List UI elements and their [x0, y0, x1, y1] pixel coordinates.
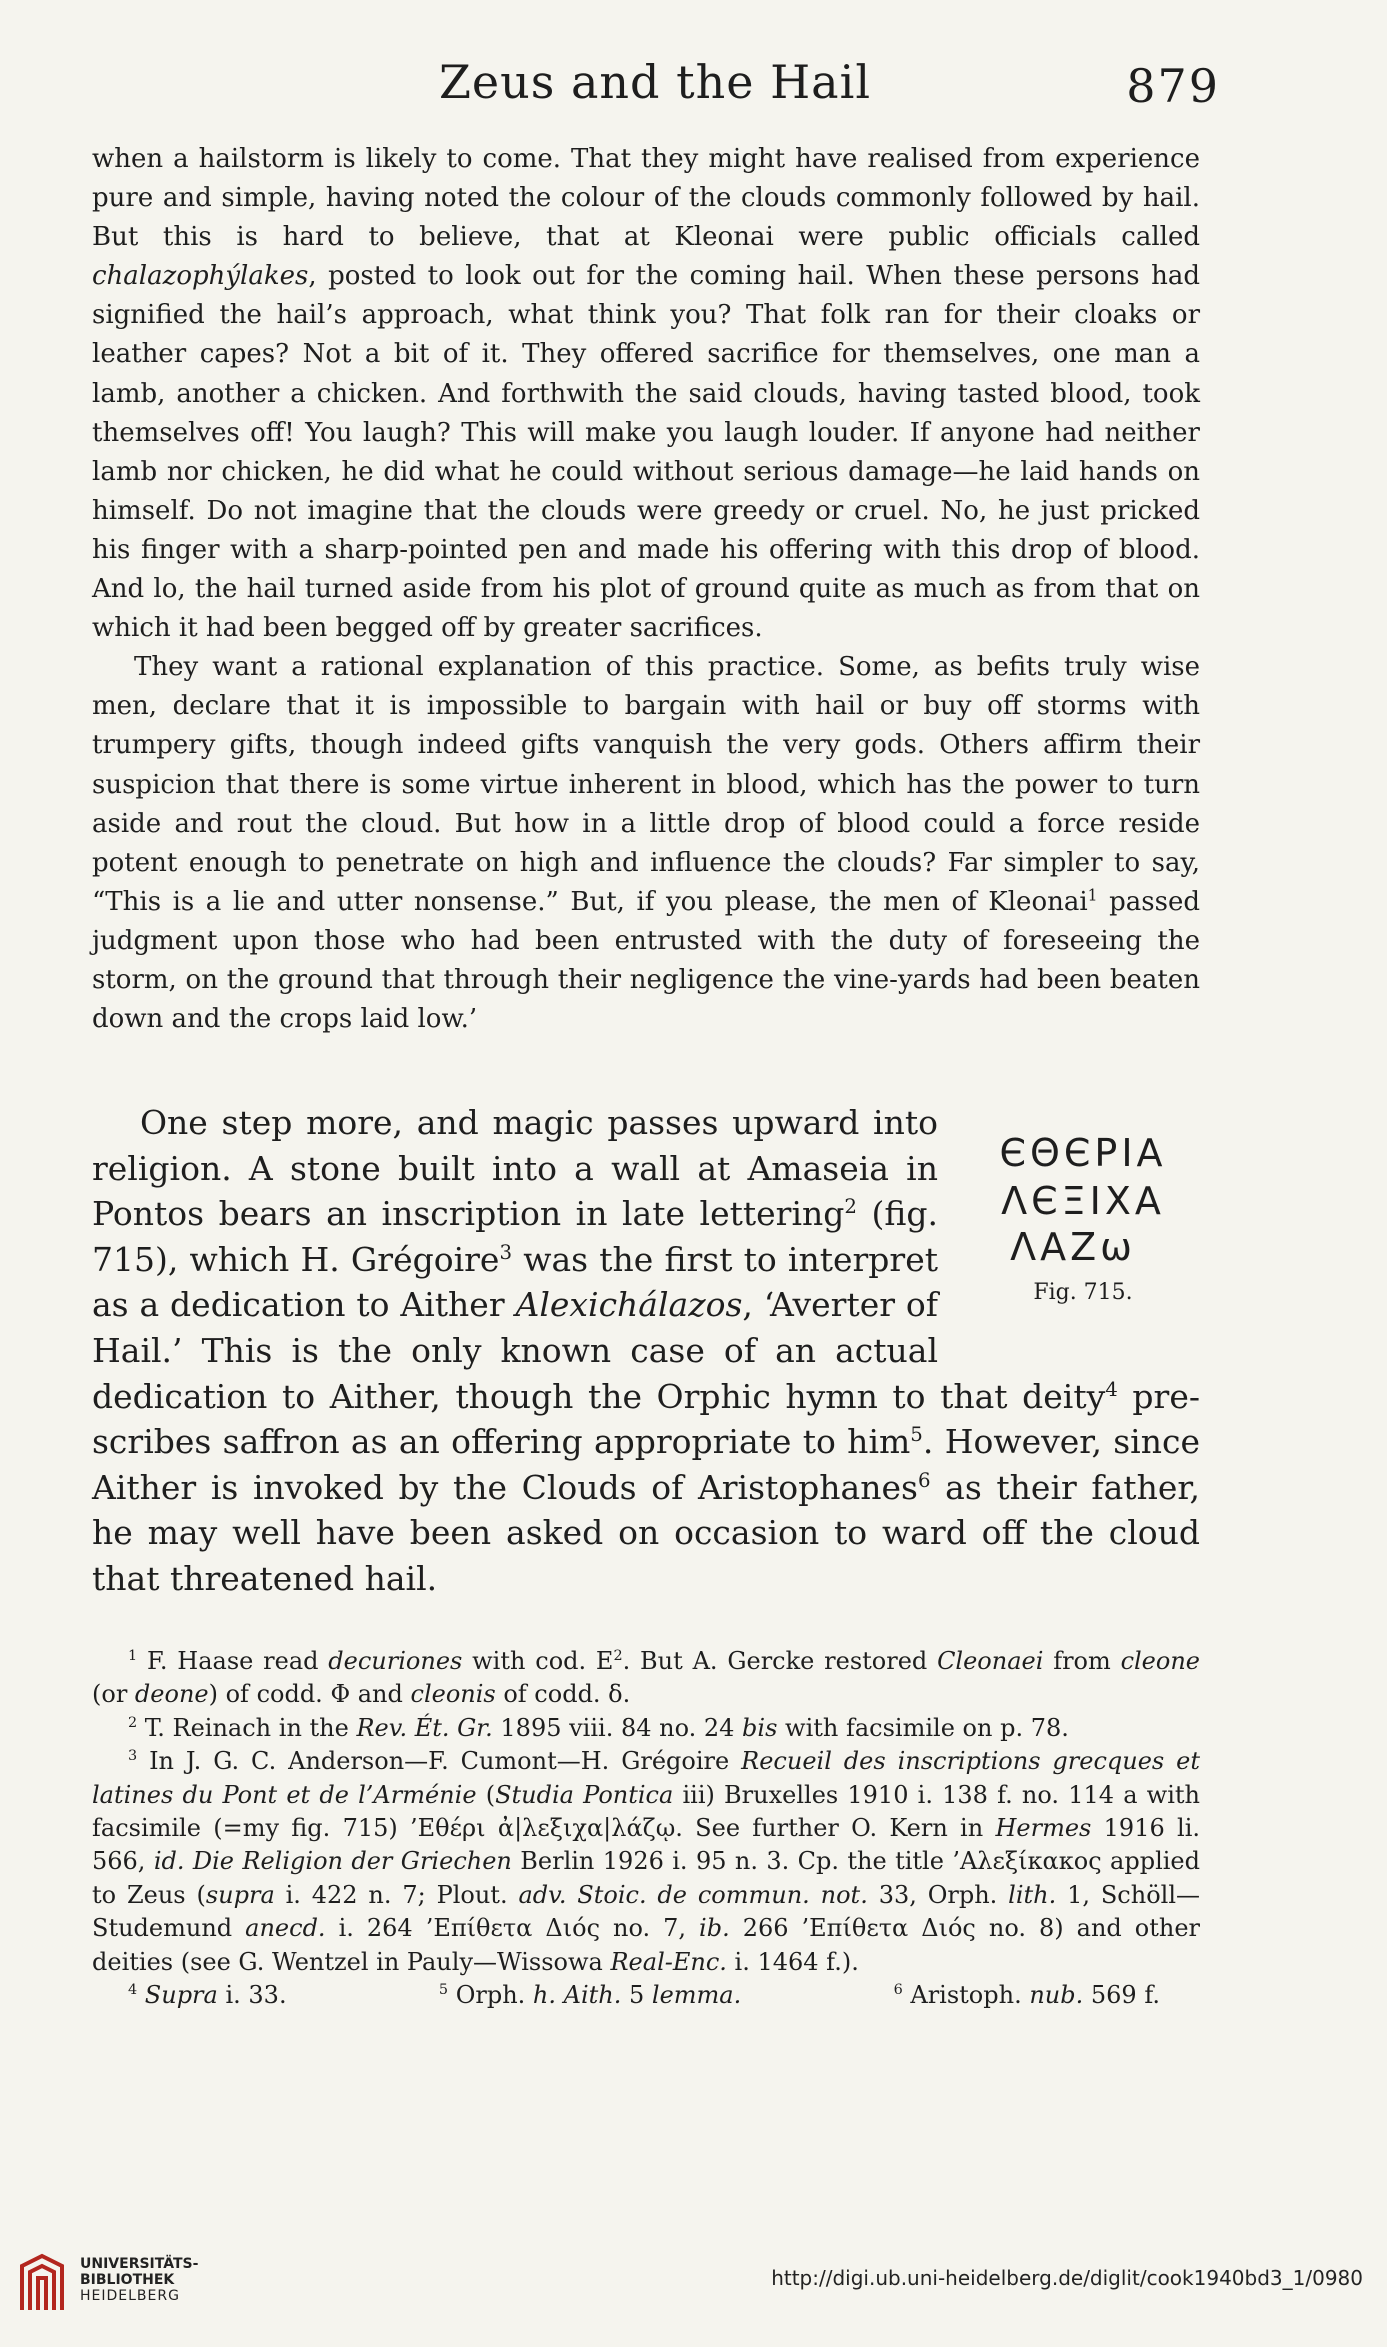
footnotes [92, 1645, 1200, 2012]
main-paragraph-text: One step more, and magic passes upward into religion. A stone built into a wall at Amaseia in Pontos bears an inscription in late lettering$^2$ (fig. 715), which H. Grégoire$^3$ was the first to interpret as a dedication to Aither Alexichálazos, ‘Averter of Hail.’ This is the only known case of an actual dedication to Aither, though the Orphic hymn to that deity$^4$ pre-scribes saffron as an offering appropriate to him$^5$. However, since Aither is invoked by the Clouds of Aristophanes$^6$ as their father, he may well have been asked on occasion to ward off the cloud that threatened hail. [92, 1103, 1200, 1598]
footnote-1: $^1$ F. Haase read decuriones with cod. $E^2$. But A. Gercke restored Cleonaei from cleone (or deone) of codd. Φ and cleonis of codd. δ. [92, 1647, 1200, 1709]
footnote-3: $^3$ In J. G. C. Anderson—F. Cumont—H. Grégoire Recueil des inscriptions grecques et latines du Pont et de l’Arménie (Studia Pontica iii) Bruxelles 1910 i. 138 f. no. 114 a with facsimile (=my fig. 715) ’Εθέρι ἀ|λεξιχα|λάζῳ. See further O. Kern in Hermes 1916 li. 566, id. Die Religion der Griechen Berlin 1926 i. 95 n. 3. Cp. the title ’Αλεξίκακος applied to Zeus (supra i. 422 n. 7; Plout. adv. Stoic. de commun. not. 33, Orph. lith. 1, Schöll—Studemund anecd. i. 264 ’Επίθετα Διός no. 7, ib. 266 ’Επίθετα Διός no. 8) and other deities (see G. Wentzel in Pauly—Wissowa Real-Enc. i. 1464 f.). [92, 1747, 1201, 1976]
footnote-ref-2[interactable]: 2 [844, 1195, 857, 1219]
block-quotation [92, 140, 1200, 1039]
footnote-4: $^4$ Supra i. 33. [128, 1981, 287, 2010]
library-name: UNIVERSITÄTS- BIBLIOTHEK HEIDELBERG [80, 2256, 199, 2304]
inscription-facsimile [958, 1118, 1208, 1278]
inscription-line-1: ЄΘЄΡΙΑ [999, 1131, 1167, 1175]
library-logo-icon [14, 2252, 70, 2314]
quote-paragraph-1: when a hailstorm is likely to come. That they might have realised from experience pure and simple, having noted the colour of the clouds commonly followed by hail. But this is hard to believe, that at Kleonai were public officials called chalazophýlakes, posted to look out for the coming hail. When these persons had signified the hail’s approach, what think you? That folk ran for their cloaks or leather capes? Not a bit of it. They offered sacrifice for themselves, one man a lamb, another a chicken. And forthwith the said clouds, having tasted blood, took themselves off! You laugh? This will make you laugh louder. If anyone had neither lamb nor chicken, he did what he could without serious damage—he laid hands on himself. Do not imagine that the clouds were greedy or cruel. No, he just pricked his finger with a sharp-pointed pen and made his offering with this drop of blood. And lo, the hail turned aside from his plot of ground quite as much as from that on which it had been begged off by greater sacrifices. [92, 144, 1200, 644]
footnote-6: $^6$ Aristoph. nub. 569 f. [893, 1981, 1160, 2010]
epithet-alexichalazos: Alexichálazos [515, 1285, 743, 1325]
page-title: Zeus and the Hail [438, 55, 872, 109]
footnote-5: $^5$ Orph. h. Aith. 5 lemma. [438, 1981, 742, 2010]
footnotes-4-5-6 [92, 1979, 1200, 2012]
inscription-line-2: ΛЄΞΙΧΑ [1001, 1179, 1165, 1223]
main-paragraph [92, 1100, 1200, 1602]
footnote-ref-6[interactable]: 6 [917, 1468, 931, 1492]
permalink-url[interactable]: http://digi.ub.uni-heidelberg.de/diglit/cook1940bd3_1/0980 [771, 2266, 1363, 2290]
figure-715 [958, 1118, 1208, 1338]
running-head [90, 55, 1220, 115]
term-chalazophylakes: chalazophýlakes [92, 261, 309, 292]
digitization-footer [0, 2240, 1387, 2347]
footnote-ref-5[interactable]: 5 [910, 1423, 923, 1447]
inscription-line-3: ΛΑΖω [1010, 1225, 1136, 1269]
footnote-ref-4[interactable]: 4 [1105, 1377, 1118, 1401]
figure-caption: Fig. 715. [1033, 1280, 1133, 1305]
footnote-2: $^2$ T. Reinach in the Rev. Ét. Gr. 1895 viii. 84 no. 24 bis with facsimile on p. 78. [128, 1713, 1069, 1742]
quote-paragraph-2: They want a rational explanation of this practice. Some, as befits truly wise men, declare that it is impossible to bargain with hail or buy off storms with trumpery gifts, though indeed gifts vanquish the very gods. Others affirm their suspicion that there is some virtue inherent in blood, which has the power to turn aside and rout the cloud. But how in a little drop of blood could a force reside potent enough to penetrate on high and influence the clouds? Far simpler to say, “This is a lie and utter nonsense.” But, if you please, the men of Kleonai$^1$ passed judgment upon those who had been entrusted with the duty of foreseeing the storm, on the ground that through their negligence the vine-yards had been beaten down and the crops laid low.’ [92, 652, 1200, 1035]
footnote-ref-3[interactable]: 3 [499, 1240, 513, 1264]
page-number: 879 [1126, 59, 1220, 113]
footnote-ref-1[interactable]: 1 [1087, 886, 1098, 905]
